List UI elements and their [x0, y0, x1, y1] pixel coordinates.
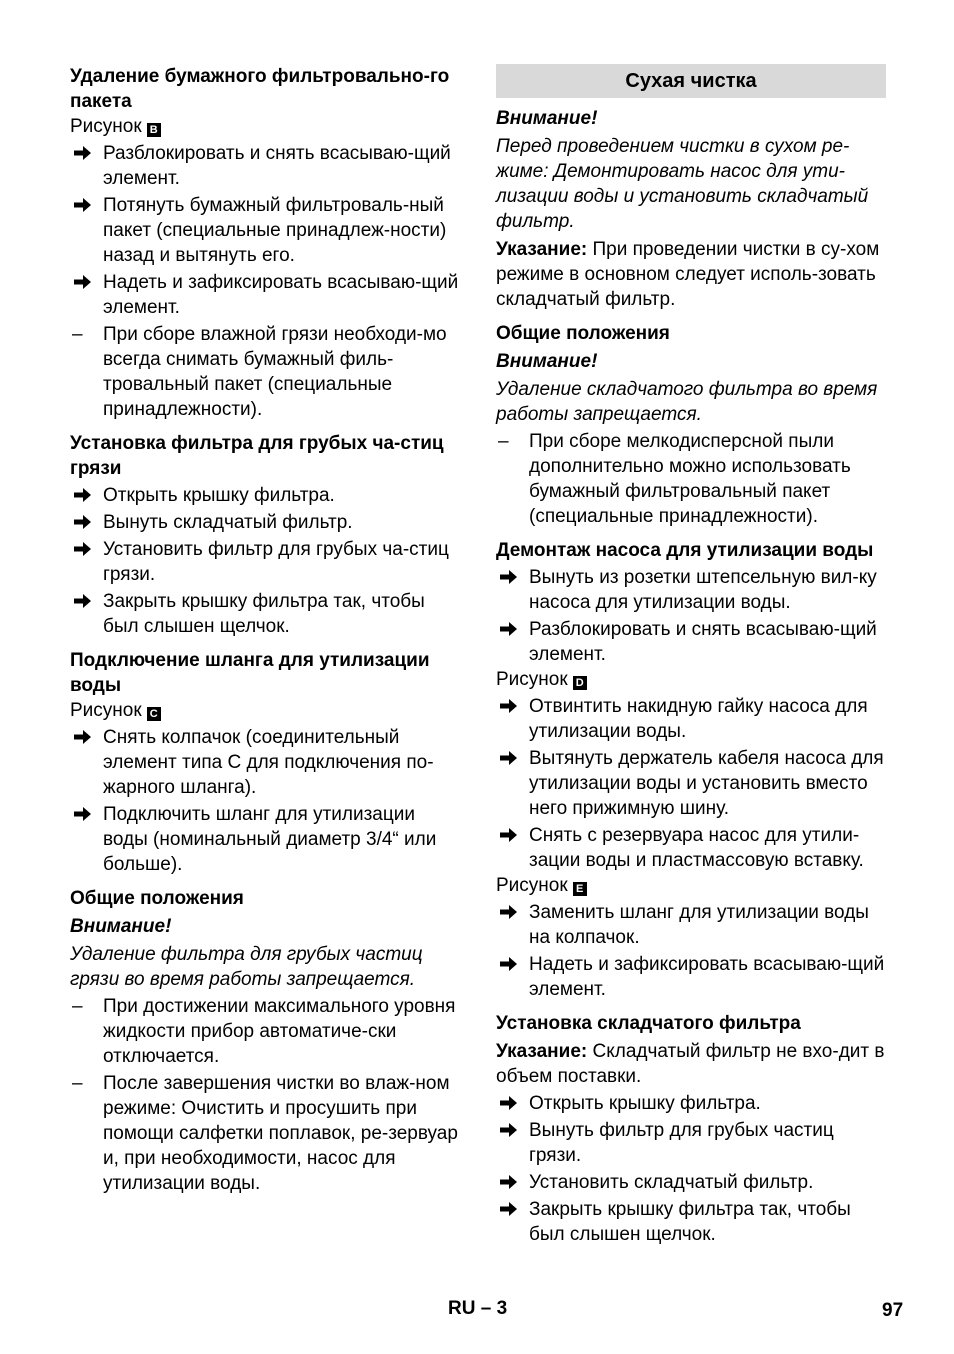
arrow-icon — [74, 802, 94, 827]
section-title: Подключение шланга для утилизации воды — [70, 650, 430, 696]
list-item-text: Снять с резервуара насос для утили-зации воды и пластмассовую вставку. — [529, 825, 864, 871]
list-item-text: Установить складчатый фильтр. — [529, 1172, 814, 1193]
figure-ref — [70, 114, 460, 139]
arrow-icon — [74, 537, 94, 562]
figure-ref — [496, 667, 886, 692]
figure-badge: B — [147, 123, 161, 137]
list-item — [70, 483, 460, 508]
note — [496, 237, 886, 312]
instruction-list — [496, 694, 886, 873]
arrow-icon — [74, 725, 94, 750]
instruction-list — [496, 565, 886, 667]
caution-text: Перед проведением чистки в сухом ре-жиме: Демонтировать насос для ути-лизации воды и установить складчатый фильтр. — [496, 136, 869, 232]
list-item-text: Вытянуть держатель кабеля насоса для утилизации воды и установить вместо него прижимную шину. — [529, 748, 884, 819]
list-item-text: Подключить шланг для утилизации воды (номинальный диаметр 3/4“ или больше). — [103, 804, 437, 875]
arrow-icon — [74, 193, 94, 218]
list-item-text: Открыть крышку фильтра. — [103, 485, 335, 506]
list-item-text: Снять колпачок (соединительный элемент типа C для подключения по-жарного шланга). — [103, 727, 434, 798]
page-number: 97 — [882, 1300, 904, 1321]
right-column — [496, 64, 886, 1247]
note — [496, 1039, 886, 1089]
instruction-list — [496, 900, 886, 1002]
arrow-icon — [500, 746, 520, 771]
arrow-icon — [500, 694, 520, 719]
arrow-icon — [74, 141, 94, 166]
arrow-icon — [74, 483, 94, 508]
list-item — [70, 589, 460, 639]
note-label: Указание: — [496, 1041, 588, 1062]
figure-badge: E — [573, 882, 587, 896]
list-item — [70, 994, 460, 1069]
list-item-text: Разблокировать и снять всасываю-щий элемент. — [529, 619, 877, 665]
list-item — [70, 802, 460, 877]
arrow-icon — [74, 510, 94, 535]
list-item — [70, 193, 460, 268]
list-item — [496, 823, 886, 873]
list-item — [496, 1170, 886, 1195]
list-item — [496, 1118, 886, 1168]
figure-ref — [496, 873, 886, 898]
instruction-list — [70, 725, 460, 877]
arrow-icon — [500, 1170, 520, 1195]
list-item-text: Установить фильтр для грубых ча-стиц грязи. — [103, 539, 449, 585]
instruction-list — [496, 1091, 886, 1247]
dash-bullet: – — [72, 996, 83, 1017]
instruction-list — [70, 483, 460, 639]
arrow-icon — [74, 270, 94, 295]
list-item-text: Заменить шланг для утилизации воды на колпачок. — [529, 902, 869, 948]
instruction-list — [70, 141, 460, 422]
caution-text: Удаление фильтра для грубых частиц грязи во время работы запрещается. — [70, 944, 423, 990]
caution-label: Внимание! — [496, 351, 598, 372]
list-item-text: При сборе влажной грязи необходи-мо всегда снимать бумажный филь-тровальный пакет (специальные принадлежности). — [103, 324, 447, 420]
arrow-icon — [500, 617, 520, 642]
chapter-banner: Сухая чистка — [496, 64, 886, 98]
dash-bullet: – — [72, 324, 83, 345]
list-item-text: Потянуть бумажный фильтроваль-ный пакет (специальные принадлеж-ности) назад и вытянуть его. — [103, 195, 447, 266]
list-item — [496, 1091, 886, 1116]
caution-text: Удаление складчатого фильтра во время работы запрещается. — [496, 379, 878, 425]
section-title: Установка фильтра для грубых ча-стиц грязи — [70, 433, 444, 479]
list-item — [70, 510, 460, 535]
list-item — [70, 270, 460, 320]
list-item — [496, 1197, 886, 1247]
list-item — [496, 952, 886, 1002]
note-text: Складчатый фильтр не вхо-дит в объем поставки. — [496, 1041, 885, 1087]
list-item — [70, 141, 460, 191]
section-title: Общие положения — [70, 888, 244, 909]
instruction-list — [70, 994, 460, 1196]
caution-label: Внимание! — [70, 916, 172, 937]
list-item — [496, 694, 886, 744]
list-item-text: Открыть крышку фильтра. — [529, 1093, 761, 1114]
list-item-text: Вынуть складчатый фильтр. — [103, 512, 353, 533]
dash-bullet: – — [72, 1073, 83, 1094]
list-item — [70, 537, 460, 587]
list-item-text: Вынуть из розетки штепсельную вил-ку насоса для утилизации воды. — [529, 567, 877, 613]
note-label: Указание: — [496, 239, 588, 260]
list-item-text: Закрыть крышку фильтра так, чтобы был слышен щелчок. — [103, 591, 425, 637]
list-item-text: Надеть и зафиксировать всасываю-щий элемент. — [529, 954, 885, 1000]
list-item-text: Отвинтить накидную гайку насоса для утилизации воды. — [529, 696, 868, 742]
figure-ref-text: Рисунок — [496, 669, 568, 690]
arrow-icon — [500, 1118, 520, 1143]
list-item-text: После завершения чистки во влаж-ном режиме: Очистить и просушить при помощи салфетки поплавок, ре-зервуар и, при необходимости, насос для утилизации воды. — [103, 1073, 458, 1194]
list-item-text: Разблокировать и снять всасываю-щий элемент. — [103, 143, 451, 189]
list-item-text: Закрыть крышку фильтра так, чтобы был слышен щелчок. — [529, 1199, 851, 1245]
arrow-icon — [500, 823, 520, 848]
arrow-icon — [500, 1197, 520, 1222]
note-text: При проведении чистки в су-хом режиме в основном следует исполь-зовать складчатый фильтр. — [496, 239, 880, 310]
list-item — [496, 565, 886, 615]
footer-language-section: RU – 3 — [448, 1298, 508, 1319]
dash-bullet: – — [498, 431, 509, 452]
list-item-text: Надеть и зафиксировать всасываю-щий элемент. — [103, 272, 459, 318]
list-item-text: При сборе мелкодисперсной пыли дополнительно можно использовать бумажный фильтровальный пакет (специальные принадлежности). — [529, 431, 851, 527]
arrow-icon — [500, 900, 520, 925]
figure-ref-text: Рисунок — [70, 700, 142, 721]
figure-ref-text: Рисунок — [70, 116, 142, 137]
figure-ref-text: Рисунок — [496, 875, 568, 896]
left-column — [70, 64, 460, 1196]
instruction-list — [496, 429, 886, 529]
list-item — [70, 322, 460, 422]
list-item — [496, 617, 886, 667]
section-title: Установка складчатого фильтра — [496, 1013, 801, 1034]
section-title: Общие положения — [496, 323, 670, 344]
arrow-icon — [500, 952, 520, 977]
figure-ref — [70, 698, 460, 723]
list-item — [496, 429, 886, 529]
figure-badge: D — [573, 676, 587, 690]
arrow-icon — [500, 1091, 520, 1116]
list-item — [70, 1071, 460, 1196]
section-title: Демонтаж насоса для утилизации воды — [496, 540, 874, 561]
list-item — [496, 900, 886, 950]
list-item-text: Вынуть фильтр для грубых частиц грязи. — [529, 1120, 834, 1166]
list-item — [70, 725, 460, 800]
arrow-icon — [74, 589, 94, 614]
list-item-text: При достижении максимального уровня жидкости прибор автоматиче-ски отключается. — [103, 996, 456, 1067]
caution-label: Внимание! — [496, 108, 598, 129]
section-title: Удаление бумажного фильтровально-го пакета — [70, 66, 450, 112]
arrow-icon — [500, 565, 520, 590]
list-item — [496, 746, 886, 821]
figure-badge: C — [147, 707, 161, 721]
